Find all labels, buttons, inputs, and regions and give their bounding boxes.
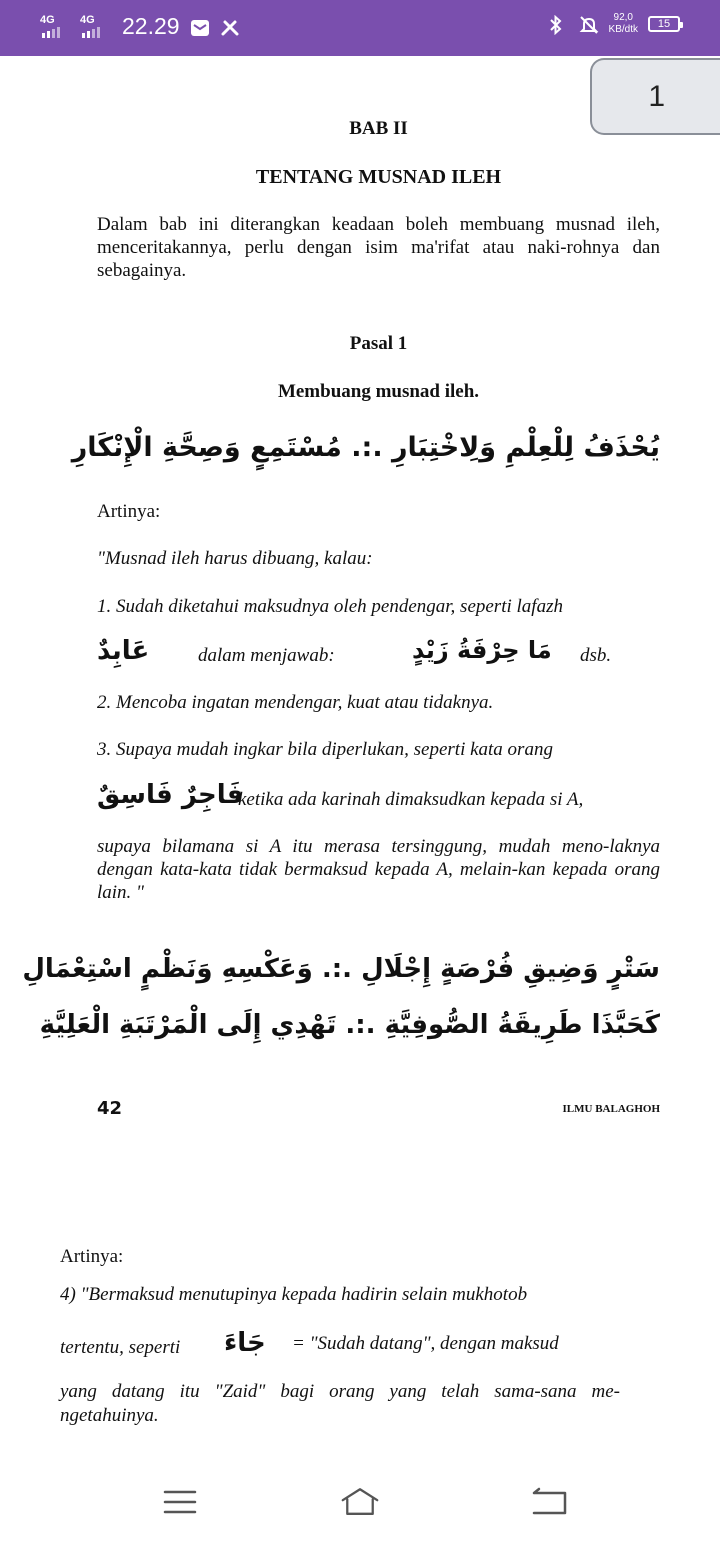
- signal-icon: 4G: [40, 12, 70, 40]
- arabic-verse-3: كَحَبَّذَا طَرِيقَةُ الصُّوفِيَّةِ .:. تَهْدِي إِلَى الْمَرْتَبَةِ الْعَلِيَّةِ: [39, 1010, 660, 1040]
- point-3-continuation: supaya bilamana si A itu merasa tersinggung, mudah meno-laknya dengan kata-kata tidak bermaksud kepada A, melain-kan kepada orang lain. ": [97, 836, 660, 903]
- tools-icon: [220, 17, 240, 35]
- chapter-title: TENTANG MUSNAD ILEH: [255, 166, 502, 188]
- arabic-abidun: عَابِدٌ: [97, 636, 150, 666]
- navigation-bar: [0, 1460, 720, 1544]
- arabic-ma-hirfatu: مَا حِرْفَةُ زَيْدٍ: [412, 636, 552, 664]
- section-title: Membuang musnad ileh.: [277, 381, 480, 402]
- running-title: ILMU BALAGHOH: [562, 1103, 660, 1115]
- point-4: 4) "Bermaksud menutupinya kepada hadirin selain mukhotob: [60, 1284, 528, 1305]
- clock: 22.29: [122, 12, 180, 39]
- arabic-verse-2: سَتْرٍ وَضِيقِ فُرْصَةٍ إِجْلَالِ .:. وَعَكْسِهِ وَنَظْمٍ اسْتِعْمَالِ: [22, 954, 660, 984]
- network-speed: 92,0 KB/dtk: [608, 12, 638, 35]
- point-3: 3. Supaya mudah ingkar bila diperlukan, seperti kata orang: [97, 739, 553, 760]
- point-4-example: tertentu, seperti: [60, 1337, 181, 1358]
- artinya-label: Artinya:: [97, 501, 161, 522]
- point-4-meaning: = "Sudah datang", dengan maksud: [292, 1333, 559, 1354]
- quote-intro: "Musnad ileh harus dibuang, kalau:: [97, 548, 373, 569]
- chapter-heading: BAB II: [349, 118, 408, 139]
- home-icon[interactable]: [340, 1482, 380, 1522]
- artinya-label-2: Artinya:: [60, 1246, 124, 1267]
- menu-icon[interactable]: [160, 1482, 200, 1522]
- page-indicator[interactable]: 1: [590, 58, 720, 135]
- bluetooth-icon: [549, 15, 569, 33]
- battery-icon: 15: [648, 16, 680, 32]
- signal-icon-2: 4G: [80, 12, 110, 40]
- mute-icon: [579, 15, 599, 33]
- arabic-fajirun: فَاجِرٌ فَاسِقٌ: [97, 780, 244, 810]
- arabic-jaa: جَاءَ: [224, 1328, 266, 1358]
- intro-paragraph: Dalam bab ini diterangkan keadaan boleh membuang musnad ileh, menceritakannya, perlu dengan isim ma'rifat atau naki-rohnya dan sebagainya.: [97, 214, 660, 281]
- point-1-end: dsb.: [580, 645, 612, 666]
- arabic-verse-1: يُحْذَفُ لِلْعِلْمِ وَلِاخْتِبَارِ .:. مُسْتَمِعٍ وَصِحَّةِ الْإِنْكَارِ: [71, 432, 660, 463]
- point-1-mid: dalam menjawab:: [198, 645, 335, 666]
- point-3-rest: ketika ada karinah dimaksudkan kepada si A,: [238, 789, 584, 810]
- point-1: 1. Sudah diketahui maksudnya oleh pendengar, seperti lafazh: [97, 596, 563, 617]
- mail-icon: [190, 17, 210, 35]
- page-number: 42: [97, 1098, 123, 1119]
- point-4-continuation: yang datang itu "Zaid" bagi orang yang telah sama-sana me-ngetahuinya.: [60, 1381, 620, 1426]
- section-heading: Pasal 1: [349, 333, 408, 354]
- status-bar: [0, 0, 720, 56]
- back-icon[interactable]: [530, 1482, 570, 1522]
- point-2: 2. Mencoba ingatan mendengar, kuat atau tidaknya.: [97, 692, 494, 713]
